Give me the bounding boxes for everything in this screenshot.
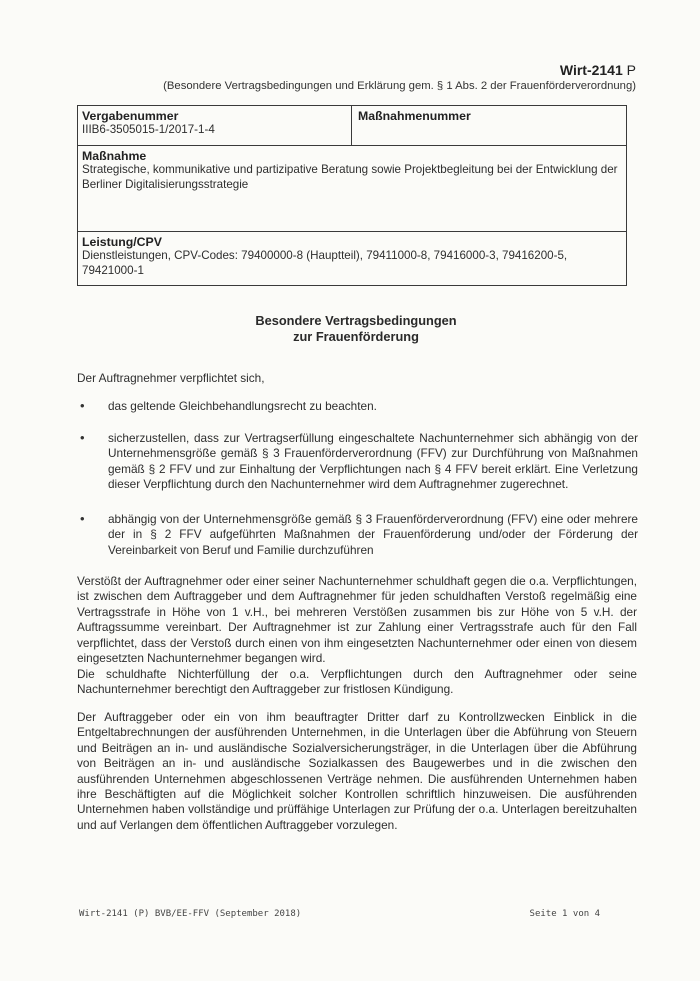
massnahmenummer-label: Maßnahmenummer (358, 109, 471, 123)
leistung-value: Dienstleistungen, CPV-Codes: 79400000-8 (Hauptteil), 79411000-8, 79416000-3, 79416200-5, 79421000-1 (82, 249, 568, 277)
paragraph-kontrolle: Der Auftraggeber oder ein von ihm beauftragter Dritter darf zu Kontrollzwecken Einblick in die Entgeltabrechnungen der ausführenden Unternehmen, in die Unterlagen über die Abführung von Steuern und Beiträgen an in- und ausländische Sozialversicherungsträger, in die Unterlagen über die Abführung von Beiträgen an in- und ausländische Sozialkassen des Baugewerbes und in die zwischen den ausführenden Unternehmen abgeschlossenen Verträge nehmen. Die ausführenden Unternehmen haben ihre Beschäftigten auf die Möglichkeit solcher Kontrollen schriftlich hinzuweisen. Die ausführenden Unternehmen haben vollständige und prüffähige Unterlagen zur Prüfung der o.a. Unterlagen bereitzuhalten und auf Verlangen dem öffentlichen Auftraggeber vorzulegen. (77, 710, 637, 832)
info-box (77, 105, 627, 286)
bullet-item-2: sicherzustellen, dass zur Vertragserfüllung eingeschaltete Nachunternehmer sich abhängig von der Unternehmensgröße gemäß § 3 Frauenförderverordnung (FFV) zur Durchführung von Maßnahmen gemäß § 2 FFV und zur Einhaltung der Verpflichtungen nach § 4 FFV bereit erklärt. Eine Verletzung dieser Verpflichtung durch den Nachunternehmer wird dem Auftragnehmer zugerechnet. (108, 431, 638, 492)
vergabe-value: IIIB6-3505015-1/2017-1-4 (82, 123, 215, 136)
info-row-leistung (78, 232, 626, 287)
bullet-item-1: das geltende Gleichbehandlungsrecht zu beachten. (108, 399, 377, 413)
bullet-marker: • (80, 398, 85, 413)
vergabe-cell (78, 106, 352, 145)
form-id (560, 62, 636, 78)
document-title (0, 313, 700, 345)
form-id-suffix: P (626, 62, 636, 78)
paragraph-kuendigung: Die schuldhafte Nichterfüllung der o.a. Verpflichtungen durch den Auftragnehmer oder seine Nachunternehmer berechtigt den Auftraggeber zur fristlosen Kündigung. (77, 667, 637, 697)
header-note: (Besondere Vertragsbedingungen und Erklärung gem. § 1 Abs. 2 der Frauenförderverordnung) (163, 80, 636, 92)
bullet-item-3: abhängig von der Unternehmensgröße gemäß § 3 Frauenförderverordnung (FFV) eine oder mehrere der in § 2 FFV aufgeführten Maßnahmen der Frauenförderung und/oder der Förderung der Vereinbarkeit von Beruf und Familie durchzuführen (108, 512, 638, 557)
title-line-2: zur Frauenförderung (293, 329, 419, 344)
leistung-label: Leistung/CPV (82, 235, 162, 249)
massnahmenummer-cell (352, 106, 626, 145)
bullet-marker: • (80, 430, 85, 445)
intro-text: Der Auftragnehmer verpflichtet sich, (77, 371, 265, 385)
footer-page-number: Seite 1 von 4 (529, 909, 600, 919)
paragraph-vertragsstrafe: Verstößt der Auftragnehmer oder einer seiner Nachunternehmer schuldhaft gegen die o.a. Verpflichtungen, ist zwischen dem Auftraggeber und dem Auftragnehmer für jeden schuldhaften Verstoß regelmäßig eine Vertragsstrafe in Höhe von 1 v.H., bei mehreren Verstößen zusammen bis zur Höhe von 5 v.H. der Auftragssumme vereinbart. Der Auftragnehmer ist zur Zahlung einer Vertragsstrafe auch für den Fall verpflichtet, dass der Verstoß durch einen von ihm eingesetzten Nachunternehmer oder einen von diesem eingesetzten Nachunternehmer begangen wird. (77, 574, 637, 666)
footer-form-reference: Wirt-2141 (P) BVB/EE-FFV (September 2018) (79, 909, 302, 919)
info-row-massnahme (78, 146, 626, 232)
vergabe-label: Vergabenummer (82, 109, 179, 123)
massnahme-value: Strategische, kommunikative und partizipative Beratung sowie Projektbegleitung bei der Entwicklung der Berliner Digitalisierungsstrategie (82, 163, 618, 191)
form-id-number: Wirt-2141 (559, 62, 623, 78)
info-row-numbers (78, 106, 626, 146)
title-line-1: Besondere Vertragsbedingungen (255, 313, 457, 328)
bullet-marker: • (80, 511, 85, 526)
massnahme-label: Maßnahme (82, 149, 147, 163)
